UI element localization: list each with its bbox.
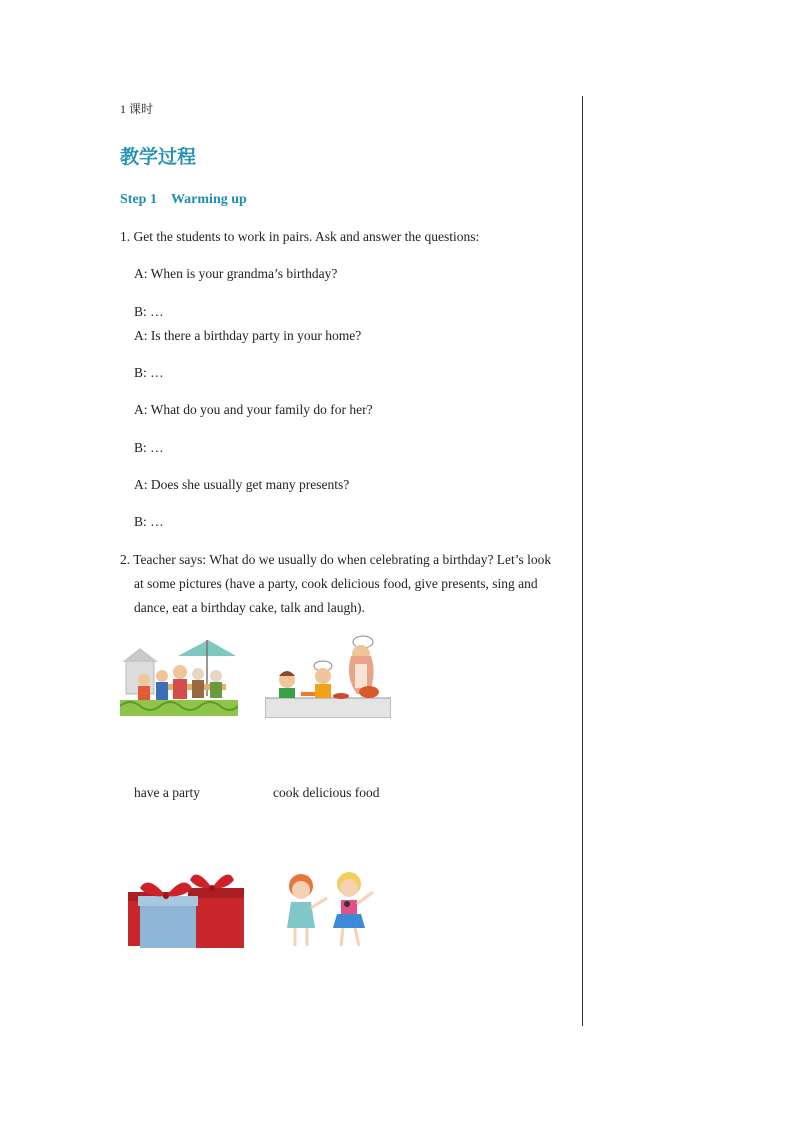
- item2-line3: dance, eat a birthday cake, talk and laugh).: [134, 600, 365, 615]
- caption-cook-delicious-food: cook delicious food: [273, 785, 380, 800]
- dialogue-line: B: …: [134, 304, 164, 319]
- dialogue-line: B: …: [134, 514, 164, 529]
- dialogue-line: A: Is there a birthday party in your home?: [134, 328, 362, 343]
- dialogue-line: A: Does she usually get many presents?: [134, 477, 350, 492]
- cooking-picture: [265, 634, 391, 718]
- party-picture: [120, 636, 238, 716]
- presents-picture: [126, 866, 246, 950]
- lesson-label: 1 课时: [120, 102, 154, 116]
- dialogue-line: A: What do you and your family do for her?: [134, 402, 373, 417]
- item1-intro: 1. Get the students to work in pairs. Ask and answer the questions:: [120, 229, 480, 244]
- item2-line1: 2. Teacher says: What do we usually do when celebrating a birthday? Let’s look: [120, 552, 552, 567]
- section-heading: 教学过程: [120, 146, 197, 168]
- dialogue-line: B: …: [134, 365, 164, 380]
- step-heading: [120, 192, 247, 208]
- dialogue-line: A: When is your grandma’s birthday?: [134, 266, 338, 281]
- caption-have-a-party: have a party: [134, 785, 200, 800]
- step-title: Warming up: [170, 192, 247, 207]
- sing-and-dance-picture: [271, 868, 385, 954]
- page-margin-line: [582, 96, 583, 1026]
- item2-line2: at some pictures (have a party, cook delicious food, give presents, sing and: [134, 576, 538, 591]
- item2-paragraph: [120, 548, 576, 620]
- dialogue-line: B: …: [134, 440, 164, 455]
- step-number: Step 1: [120, 192, 157, 207]
